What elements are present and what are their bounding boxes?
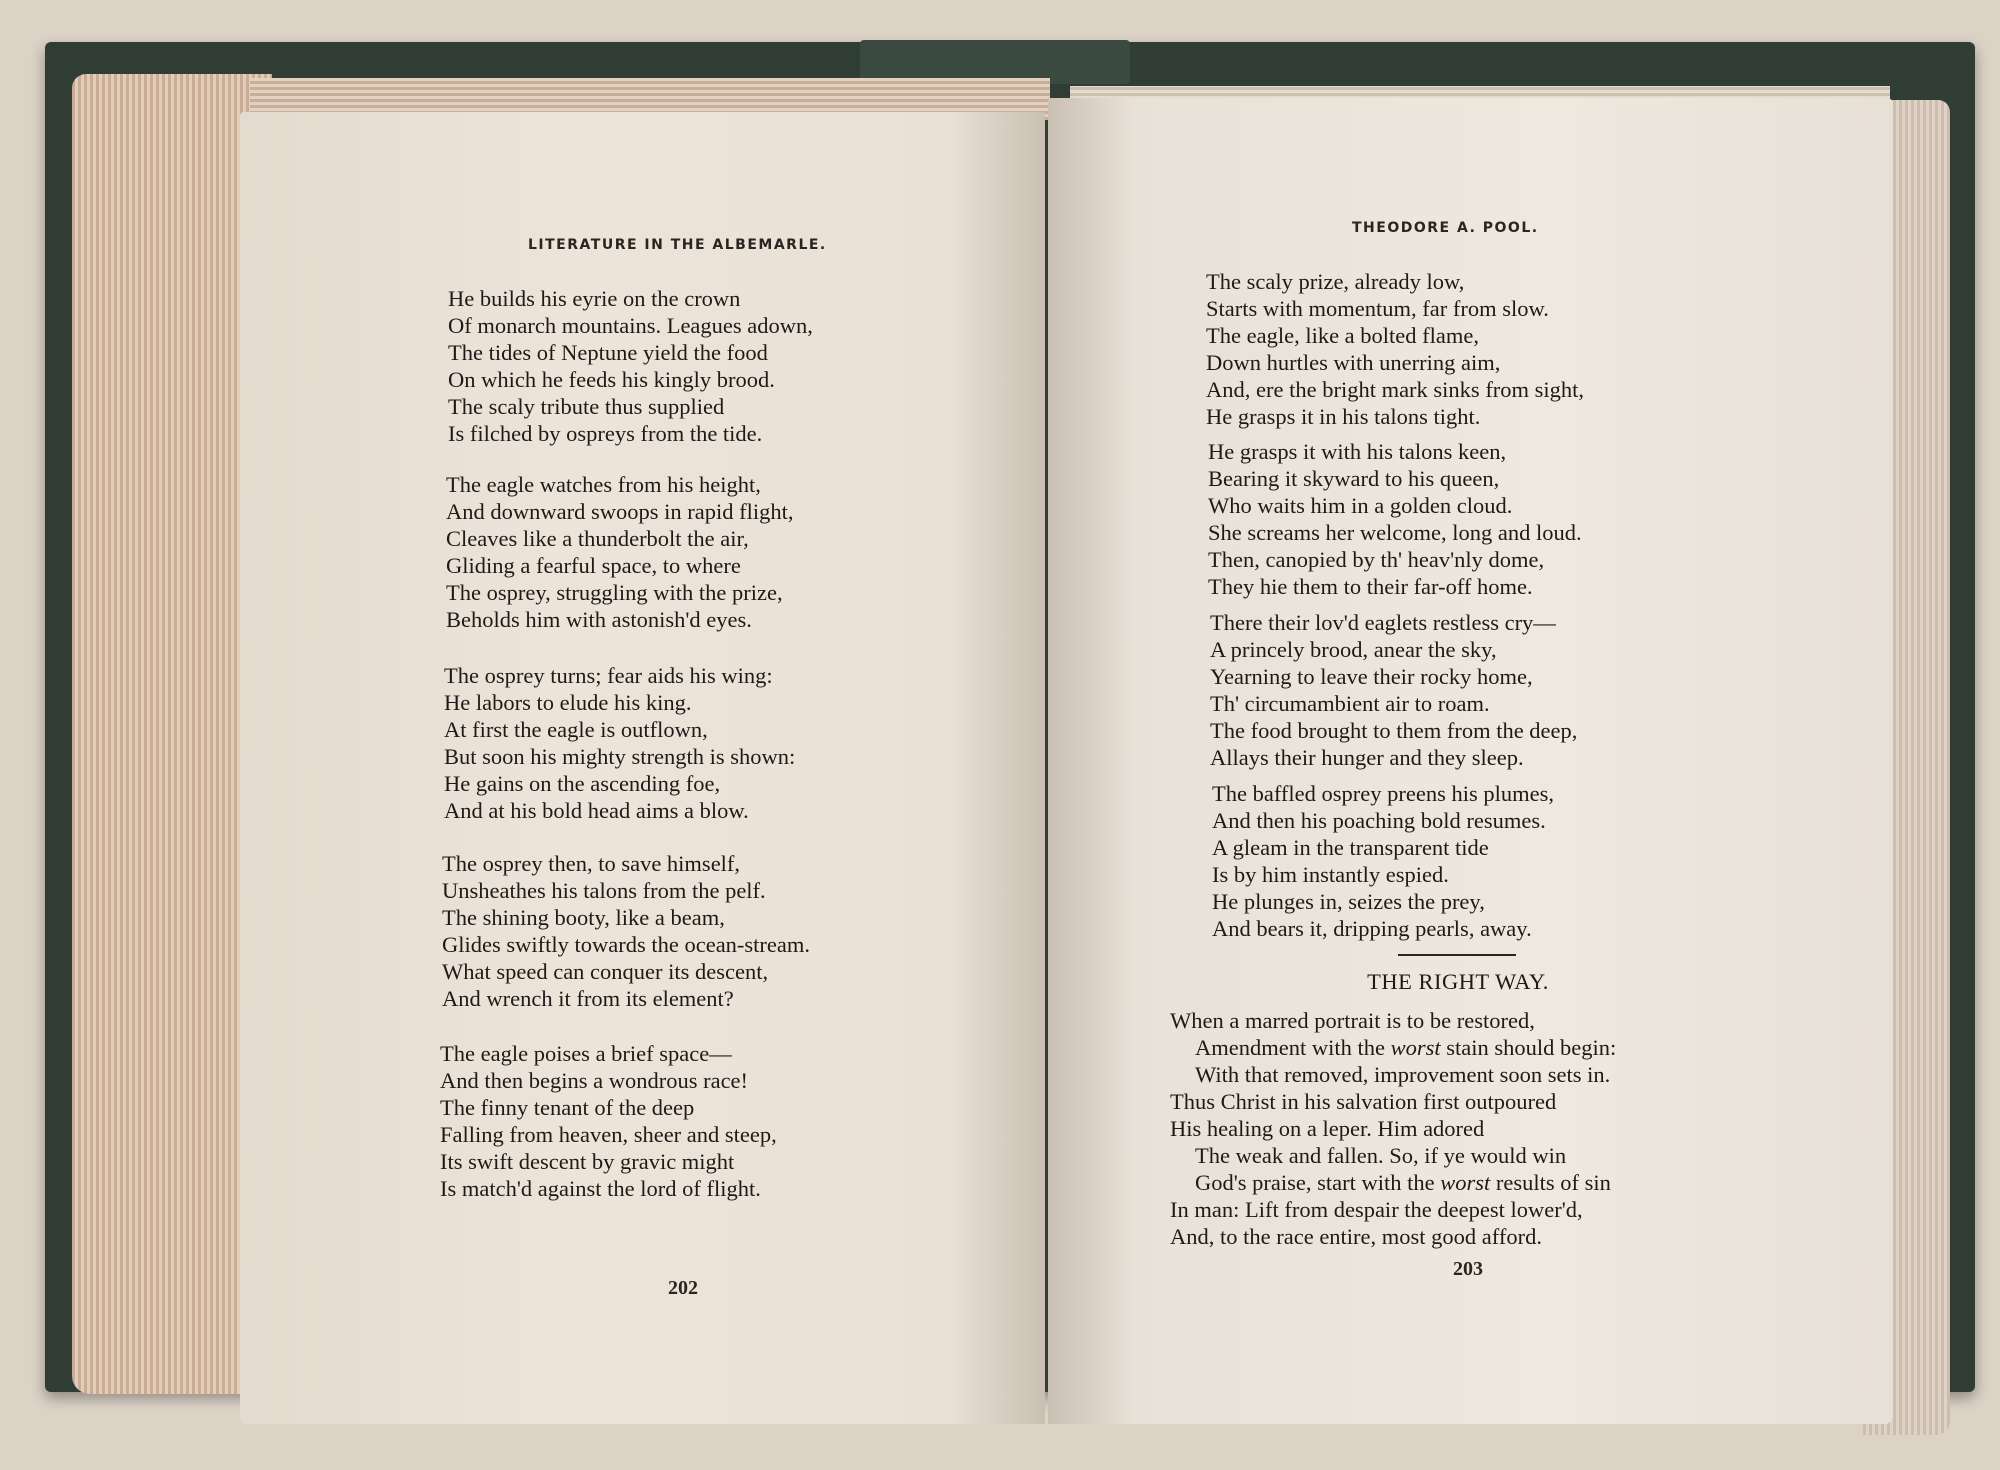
- stanza-3: [1210, 609, 1577, 771]
- poem-line: The eagle poises a brief space—: [440, 1041, 732, 1066]
- poem-line: He labors to elude his king.: [444, 690, 692, 715]
- poem-line: And then begins a wondrous race!: [440, 1068, 749, 1093]
- section-divider: [1398, 954, 1516, 956]
- stanza-1: [1206, 268, 1584, 430]
- poem-line: Thus Christ in his salvation first outpoured: [1170, 1089, 1557, 1114]
- stanza-3: [444, 662, 795, 824]
- page-number: 203: [1453, 1258, 1483, 1280]
- poem-line: The osprey then, to save himself,: [442, 851, 741, 876]
- poem-line: The osprey turns; fear aids his wing:: [444, 663, 773, 688]
- poem-line: Is filched by ospreys from the tide.: [448, 421, 763, 446]
- poem-line: The scaly tribute thus supplied: [448, 394, 725, 419]
- left-page: [240, 112, 1045, 1424]
- poem-line: The weak and fallen. So, if ye would win: [1195, 1143, 1567, 1168]
- poem-line: When a marred portrait is to be restored,: [1170, 1008, 1535, 1033]
- poem-line: Is by him instantly espied.: [1212, 862, 1449, 887]
- poem-line: The food brought to them from the deep,: [1210, 718, 1578, 743]
- poem-line: Glides swiftly towards the ocean-stream.: [442, 932, 811, 957]
- poem-line: Of monarch mountains. Leagues adown,: [448, 313, 813, 338]
- poem-line: The eagle watches from his height,: [446, 472, 761, 497]
- poem-line: What speed can conquer its descent,: [442, 959, 769, 984]
- poem-line: They hie them to their far-off home.: [1208, 574, 1533, 599]
- poem-line: The finny tenant of the deep: [440, 1095, 695, 1120]
- poem-line: The eagle, like a bolted flame,: [1206, 323, 1479, 348]
- poem-line: The tides of Neptune yield the food: [448, 340, 768, 365]
- poem-line: He grasps it with his talons keen,: [1208, 439, 1507, 464]
- poem-line: But soon his mighty strength is shown:: [444, 744, 796, 769]
- poem-line: And downward swoops in rapid flight,: [446, 499, 794, 524]
- poem-title: THE RIGHT WAY.: [1367, 969, 1549, 994]
- poem-line: Is match'd against the lord of flight.: [440, 1176, 761, 1201]
- poem-line: And then his poaching bold resumes.: [1212, 808, 1546, 833]
- page-number: 202: [668, 1277, 698, 1299]
- stanza-5: [440, 1040, 777, 1202]
- poem-line: Th' circumambient air to roam.: [1210, 691, 1490, 716]
- stanza-2: [446, 471, 793, 633]
- poem-line: With that removed, improvement soon sets in.: [1195, 1062, 1611, 1087]
- poem-line: On which he feeds his kingly brood.: [448, 367, 775, 392]
- poem-line: Bearing it skyward to his queen,: [1208, 466, 1500, 491]
- poem-line: Its swift descent by gravic might: [440, 1149, 735, 1174]
- stanza-4: [1212, 780, 1554, 942]
- poem-line: Amendment with the worst stain should begin:: [1195, 1035, 1617, 1060]
- stanza-2: [1208, 438, 1582, 600]
- poem-line: And bears it, dripping pearls, away.: [1212, 916, 1532, 941]
- poem-line: He plunges in, seizes the prey,: [1212, 889, 1485, 914]
- poem-line: And wrench it from its element?: [442, 986, 734, 1011]
- poem-line: The baffled osprey preens his plumes,: [1212, 781, 1554, 806]
- sonnet: [1170, 1007, 1616, 1250]
- stanza-1: [448, 285, 813, 447]
- poem-line: He grasps it in his talons tight.: [1206, 404, 1481, 429]
- poem-line: God's praise, start with the worst results of sin: [1195, 1170, 1611, 1195]
- poem-line: Cleaves like a thunderbolt the air,: [446, 526, 749, 551]
- poem-line: The osprey, struggling with the prize,: [446, 580, 783, 605]
- poem-line: Then, canopied by th' heav'nly dome,: [1208, 547, 1545, 572]
- poem-line: At first the eagle is outflown,: [444, 717, 708, 742]
- poem-line: And, to the race entire, most good afford.: [1170, 1224, 1542, 1249]
- poem-line: In man: Lift from despair the deepest lower'd,: [1170, 1197, 1583, 1222]
- poem-line: She screams her welcome, long and loud.: [1208, 520, 1582, 545]
- running-head: THEODORE A. POOL.: [1352, 220, 1539, 236]
- poem-line: Gliding a fearful space, to where: [446, 553, 741, 578]
- poem-line: The scaly prize, already low,: [1206, 269, 1465, 294]
- poem-line: Down hurtles with unerring aim,: [1206, 350, 1501, 375]
- poem-line: Unsheathes his talons from the pelf.: [442, 878, 766, 903]
- stanza-4: [442, 850, 810, 1012]
- poem-line: He gains on the ascending foe,: [444, 771, 721, 796]
- poem-line: Starts with momentum, far from slow.: [1206, 296, 1549, 321]
- poem-line: Who waits him in a golden cloud.: [1208, 493, 1513, 518]
- poem-line: The shining booty, like a beam,: [442, 905, 725, 930]
- poem-line: A princely brood, anear the sky,: [1210, 637, 1497, 662]
- poem-line: And, ere the bright mark sinks from sight,: [1206, 377, 1585, 402]
- running-head: LITERATURE IN THE ALBEMARLE.: [528, 237, 827, 253]
- poem-line: And at his bold head aims a blow.: [444, 798, 749, 823]
- poem-line: Allays their hunger and they sleep.: [1210, 745, 1524, 770]
- poem-line: His healing on a leper. Him adored: [1170, 1116, 1485, 1141]
- poem-line: Yearning to leave their rocky home,: [1210, 664, 1533, 689]
- poem-line: Falling from heaven, sheer and steep,: [440, 1122, 777, 1147]
- right-page: [1048, 98, 1893, 1424]
- poem-line: There their lov'd eaglets restless cry—: [1210, 610, 1556, 635]
- poem-line: Beholds him with astonish'd eyes.: [446, 607, 752, 632]
- poem-line: A gleam in the transparent tide: [1212, 835, 1489, 860]
- poem-line: He builds his eyrie on the crown: [448, 286, 741, 311]
